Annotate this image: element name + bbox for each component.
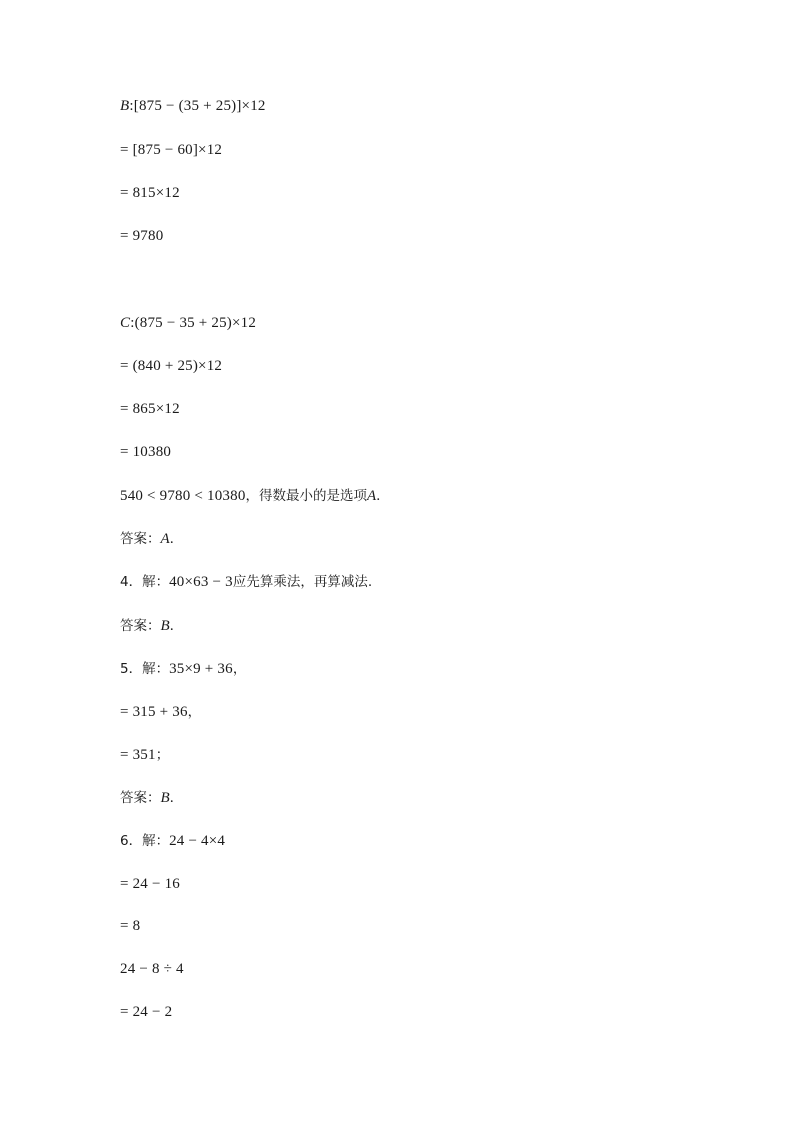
- comparison-math: 540 < 9780 < 10380: [120, 488, 246, 504]
- problem-math: = 315 + 36: [120, 704, 188, 720]
- solution-b-line-2: = [875 − 60]×12: [120, 142, 223, 158]
- problem-math: 35×9 + 36: [169, 661, 233, 677]
- answer-line: [120, 788, 174, 808]
- problem-6-line-2: = 24 − 16: [120, 876, 180, 892]
- solve-label: ．解：: [128, 574, 170, 590]
- problem-number: 5: [120, 661, 129, 677]
- answer-line: [120, 616, 174, 636]
- problem-number: 6: [120, 833, 129, 849]
- expression: :[875 − (35 + 25)]×12: [129, 98, 266, 114]
- comparison-option: A: [367, 488, 377, 504]
- period: .: [169, 531, 174, 547]
- answer-value: B: [160, 790, 170, 806]
- problem-6-line-4: 24 − 8 ÷ 4: [120, 961, 184, 977]
- solution-c-line-1: [120, 313, 256, 333]
- period: .: [376, 488, 381, 504]
- problem-5-line-2: [120, 702, 201, 722]
- problem-text: 应先算乘法，再算减法.: [232, 574, 373, 590]
- problem-math: = 351: [120, 747, 156, 763]
- answer-label: 答案：: [120, 618, 161, 634]
- solution-c-line-3: = 865×12: [120, 401, 180, 417]
- answer-value: A: [160, 531, 170, 547]
- answer-label: 答案：: [120, 790, 161, 806]
- solution-b-line-1: [120, 96, 266, 116]
- problem-6-line-5: = 24 − 2: [120, 1004, 173, 1020]
- solve-label: ．解：: [128, 661, 170, 677]
- option-label-c: C: [120, 315, 131, 331]
- problem-6-line-1: [120, 831, 225, 851]
- solve-label: ．解：: [128, 833, 170, 849]
- answer-label: 答案：: [120, 531, 161, 547]
- answer-line: [120, 529, 174, 549]
- punctuation: ，: [232, 661, 247, 677]
- period: .: [169, 790, 174, 806]
- solution-b-line-4: = 9780: [120, 228, 164, 244]
- solution-c-line-2: = (840 + 25)×12: [120, 358, 223, 374]
- problem-5-line-1: [120, 659, 246, 679]
- answer-value: B: [160, 618, 170, 634]
- solution-b-line-3: = 815×12: [120, 185, 180, 201]
- comparison-line: [120, 486, 380, 506]
- problem-5-line-3: [120, 745, 169, 765]
- comparison-text: ，得数最小的是选项: [245, 488, 368, 504]
- problem-6-line-3: = 8: [120, 918, 141, 934]
- period: .: [169, 618, 174, 634]
- problem-math: 24 − 4×4: [169, 833, 226, 849]
- problem-math: 40×63 − 3: [169, 574, 233, 590]
- solution-c-line-4: = 10380: [120, 444, 172, 460]
- problem-4-line: [120, 572, 372, 592]
- expression: :(875 − 35 + 25)×12: [130, 315, 257, 331]
- punctuation: ；: [155, 747, 170, 763]
- problem-number: 4: [120, 574, 129, 590]
- punctuation: ，: [187, 704, 202, 720]
- option-label-b: B: [120, 98, 130, 114]
